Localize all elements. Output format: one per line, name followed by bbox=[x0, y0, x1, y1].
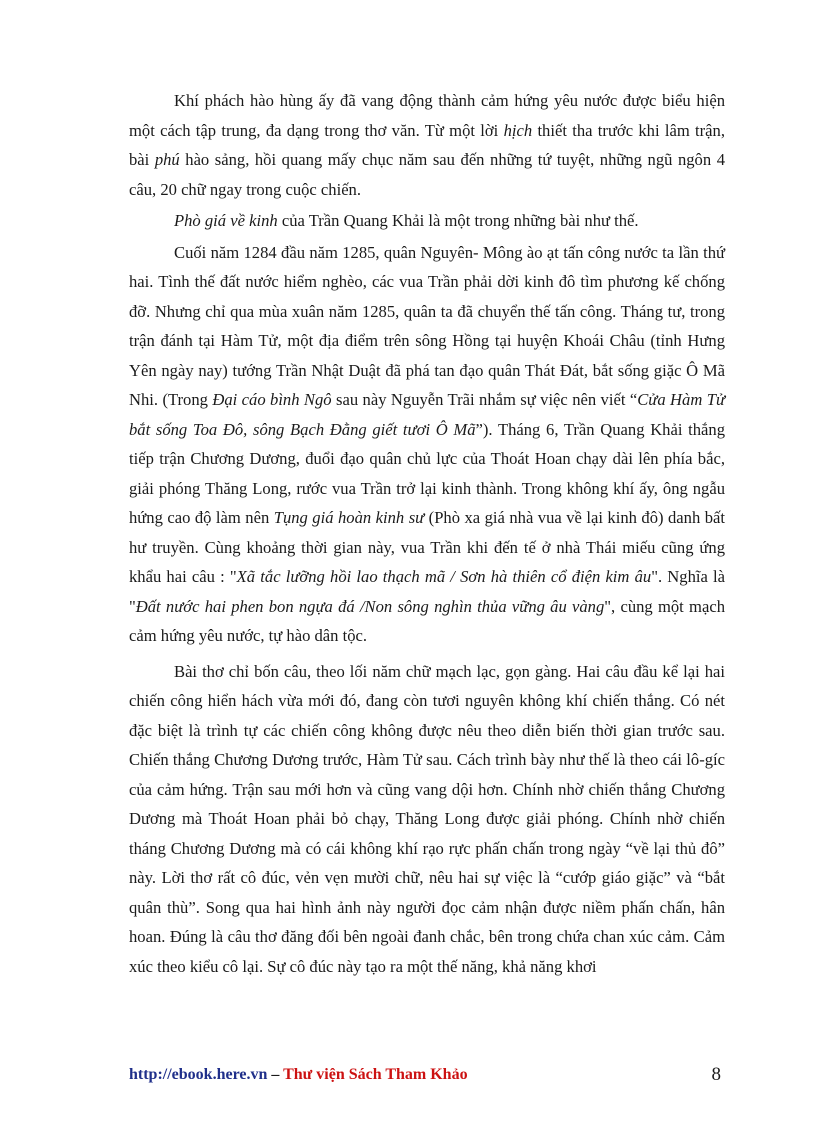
text-run: Bài thơ chỉ bốn câu, theo lối năm chữ mạch lạc, gọn gàng. Hai câu đầu kể lại hai chiến công hiển hách vừa mới đó, đang còn tươi nguyên không khí chiến thắng. Có nét đặc biệt là trình tự các chiến công không được nêu theo diễn biến thời gian trước sau. Chiến thắng Chương Dương trước, Hàm Tử sau. Cách trình bày như thế là theo cái lô-gíc của cảm hứng. Trận sau mới hơn và cũng vang dội hơn. Chính nhờ chiến thắng Chương Dương mà Thoát Hoan phải bỏ chạy, Thăng Long được giải phóng. Chính nhờ chiến tháng Chương Dương mà có cái không khí rạo rực phấn chấn trong ngày “về lại thủ đô” này. Lời thơ rất cô đúc, vẻn vẹn mười chữ, nêu hai sự việc là “cướp giáo giặc” và “bắt quân thù”. Song qua hai hình ảnh này người đọc cảm nhận được niềm phấn chấn, hân hoan. Đúng là câu thơ đăng đối bên ngoài đanh chắc, bên trong chứa chan xúc cảm. Cảm xúc theo kiểu cô lại. Sự cô đúc này tạo ra một thế năng, khả năng khơi bbox=[129, 661, 725, 976]
text-run: ", cùng một mạch cảm hứng yêu nước, tự hào dân tộc. bbox=[129, 596, 725, 645]
italic-phrase: Xã tắc lưỡng hồi lao thạch mã / Sơn hà thiên cổ điện kim âu bbox=[236, 567, 652, 586]
text-run: ". Nghĩa là " bbox=[129, 567, 725, 616]
italic-phrase: Tụng giá hoàn kinh sư bbox=[273, 508, 425, 527]
body-text bbox=[129, 86, 725, 987]
paragraph-1 bbox=[129, 86, 725, 204]
page-footer bbox=[129, 1064, 725, 1086]
text-run: Cuối năm 1284 đầu năm 1285, quân Nguyên- Mông ào ạt tấn công nước ta lần thứ hai. Tình thế đất nước hiểm nghèo, các vua Trần phải dời kinh đô tìm phương kế chống đỡ. Nhưng chỉ qua mùa xuân năm 1285, quân ta đã chuyển thế tấn công. Tháng tư, trong trận đánh tại Hàm Tử, một địa điểm trên sông Hồng tại huyện Khoái Châu (tỉnh Hưng Yên ngày nay) tướng Trần Nhật Duật đã phá tan đạo quân Thát Đát, bắt sống giặc Ô Mã Nhi. (Trong bbox=[129, 242, 725, 409]
italic-phrase: phú bbox=[154, 150, 180, 169]
footer-library-name: Thư viện Sách Tham Khảo bbox=[283, 1066, 468, 1083]
text-run: Khí phách hào hùng ấy đã vang động thành cảm hứng yêu nước được biểu hiện một cách tập trung, đa dạng trong thơ văn. Từ một lời bbox=[129, 91, 725, 140]
page-number: 8 bbox=[711, 1064, 721, 1085]
paragraph-4 bbox=[129, 657, 725, 982]
footer-url-link[interactable]: http://ebook.here.vn bbox=[129, 1066, 268, 1083]
text-run: của Trần Quang Khải là một trong những bài như thế. bbox=[277, 211, 639, 230]
italic-phrase: Cửa Hàm Tử bắt sống Toa Đô, sông Bạch Đằng giết tươi Ô Mã bbox=[129, 390, 725, 439]
italic-phrase: Đại cáo bình Ngô bbox=[212, 390, 332, 409]
footer-separator: – bbox=[267, 1066, 284, 1083]
text-run: thiết tha trước khi lâm trận, bài bbox=[129, 120, 725, 169]
text-run: sau này Nguyễn Trãi nhắm sự việc nên viết “ bbox=[331, 390, 638, 409]
italic-phrase: Đất nước hai phen bon ngựa đá /Non sông nghìn thủa vững âu vàng bbox=[135, 596, 605, 616]
text-run: hào sảng, hồi quang mấy chục năm sau đến những tứ tuyệt, những ngũ ngôn 4 câu, 20 chữ ngay trong cuộc chiến. bbox=[129, 150, 725, 199]
paragraph-3 bbox=[129, 238, 725, 651]
italic-phrase: hịch bbox=[503, 120, 533, 140]
text-run: (Phò xa giá nhà vua về lại kinh đô) danh bất hư truyền. Cùng khoảng thời gian này, vua Trần khi đến tế ở nhà Thái miếu cũng ứng khẩu hai câu : " bbox=[129, 508, 725, 586]
text-run: ”). Tháng 6, Trần Quang Khải thắng tiếp trận Chương Dương, đuổi đạo quân chủ lực của Thoát Hoan chạy dài lên phía bắc, giải phóng Thăng Long, rước vua Trần trở lại kinh thành. Trong không khí ấy, ông ngẫu hứng cao độ làm nên bbox=[129, 419, 725, 527]
italic-phrase: Phò giá về kinh bbox=[174, 211, 278, 230]
paragraph-2 bbox=[129, 206, 725, 236]
